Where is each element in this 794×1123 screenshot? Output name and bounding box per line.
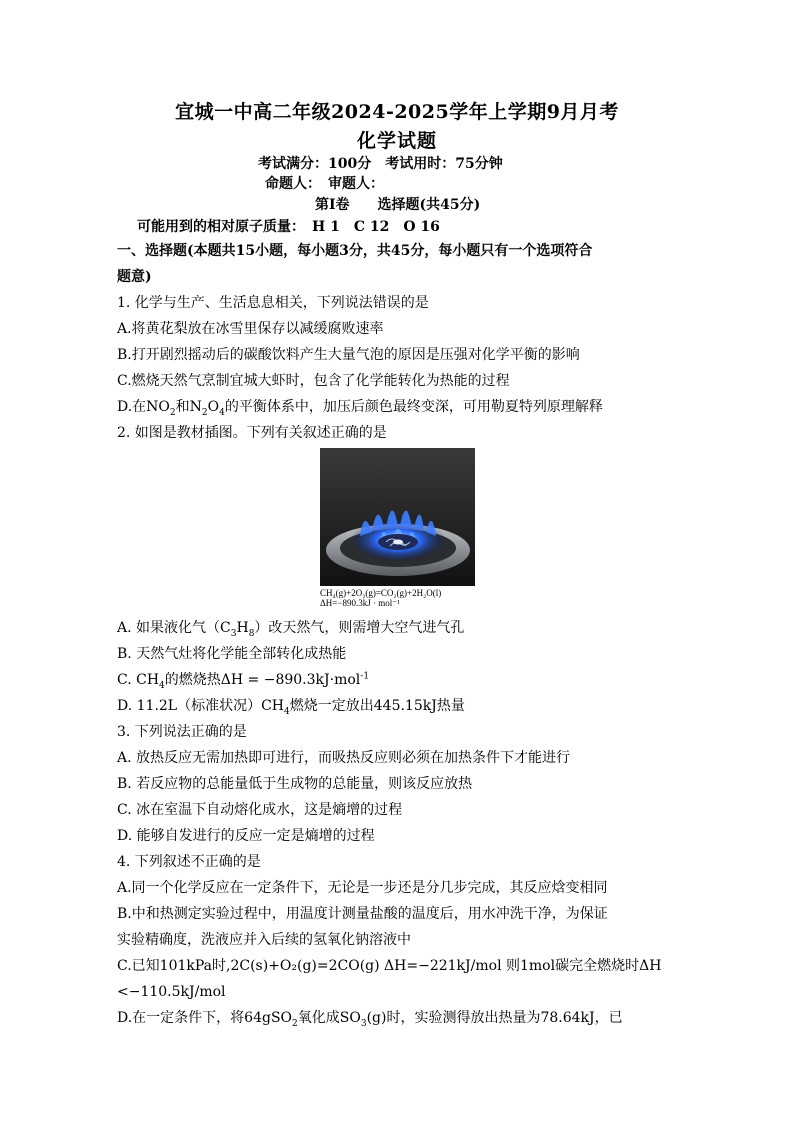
q4-option-d: D.在一定条件下，将64gSO$_2$氧化成$SO_3(g)$时，实验测得放出热量为78.64kJ，已 — [117, 1010, 623, 1029]
q4-stem: 4. 下列叙述不正确的是 — [117, 854, 261, 870]
caption-enthalpy: ΔH=−890.3kJ · mol⁻¹ — [320, 598, 400, 608]
q1-option-c: C.燃烧天然气烹制宜城大虾时，包含了化学能转化为热能的过程 — [117, 373, 510, 389]
atomic-masses: 可能用到的相对原子质量： H 1 C 12 O 16 — [137, 219, 440, 235]
exam-info: 考试满分：100分 考试用时：75分钟 — [258, 156, 503, 172]
q4-option-b-cont: 实验精确度，洗液应并入后续的氢氧化钠溶液中 — [117, 932, 411, 948]
caption-equation: CH₄(g)+2O₂(g)=CO₂(g)+2H₂O(l) — [320, 588, 442, 598]
q3-option-b: B. 若反应物的总能量低于生成物的总能量，则该反应放热 — [117, 776, 473, 792]
q3-stem: 3. 下列说法正确的是 — [117, 724, 247, 740]
q4-option-a: A.同一个化学反应在一定条件下，无论是一步还是分几步完成，其反应焓变相同 — [117, 880, 608, 896]
q4-option-c: C.已知101kPa时,2C(s)+O₂(g)=2CO(g) ΔH=−221kJ/mol 则1mol碳完全燃烧时ΔH — [117, 958, 662, 974]
section-heading-cont: 题意) — [117, 269, 152, 285]
q2-option-c: C. $CH_4$的燃烧热ΔH = −890.3kJ·mol$^{-1}$ — [117, 671, 370, 691]
q1-option-d: D.在$NO_2$和$N_2O_4$的平衡体系中，加压后颜色最终变深，可用勒夏特列原理解释 — [117, 399, 603, 418]
exam-title: 宜城一中高二年级2024-2025学年上学期9月月考 — [175, 101, 619, 123]
q1-stem: 1. 化学与生产、生活息息相关，下列说法错误的是 — [117, 295, 429, 311]
q1-option-b: B.打开剧烈摇动后的碳酸饮料产生大量气泡的原因是压强对化学平衡的影响 — [117, 347, 580, 363]
gas-stove-figure — [320, 448, 475, 608]
section-heading: 一、选择题(本题共15小题，每小题3分，共45分，每小题只有一个选项符合 — [117, 243, 593, 259]
q1-option-a: A.将黄花梨放在冰雪里保存以减缓腐败速率 — [117, 321, 384, 337]
q3-option-d: D. 能够自发进行的反应一定是熵增的过程 — [117, 828, 375, 844]
q4-option-c-cont: <−110.5kJ/mol — [117, 984, 226, 1000]
q2-option-a: A. 如果液化气$(C_3H_8)$改天然气，则需增大空气进气孔 — [117, 620, 465, 639]
q2-option-b: B. 天然气灶将化学能全部转化成热能 — [117, 646, 347, 662]
exam-subject: 化学试题 — [356, 130, 437, 152]
q2-stem: 2. 如图是教材插图。下列有关叙述正确的是 — [117, 425, 387, 441]
section-label: 第Ⅰ卷 选择题(共45分) — [315, 197, 481, 213]
q4-option-b: B.中和热测定实验过程中，用温度计测量盐酸的温度后，用水冲洗干净，为保证 — [117, 906, 608, 922]
gas-stove-photo — [320, 448, 475, 586]
figure-caption — [320, 588, 475, 608]
q2-option-d: D. 11.2L（标准状况）$CH_4$燃烧一定放出445.15kJ热量 — [117, 698, 465, 717]
q3-option-c: C. 冰在室温下自动熔化成水，这是熵增的过程 — [117, 802, 403, 818]
q3-option-a: A. 放热反应无需加热即可进行，而吸热反应则必须在加热条件下才能进行 — [117, 750, 571, 766]
exam-authors: 命题人： 审题人： — [265, 176, 384, 192]
